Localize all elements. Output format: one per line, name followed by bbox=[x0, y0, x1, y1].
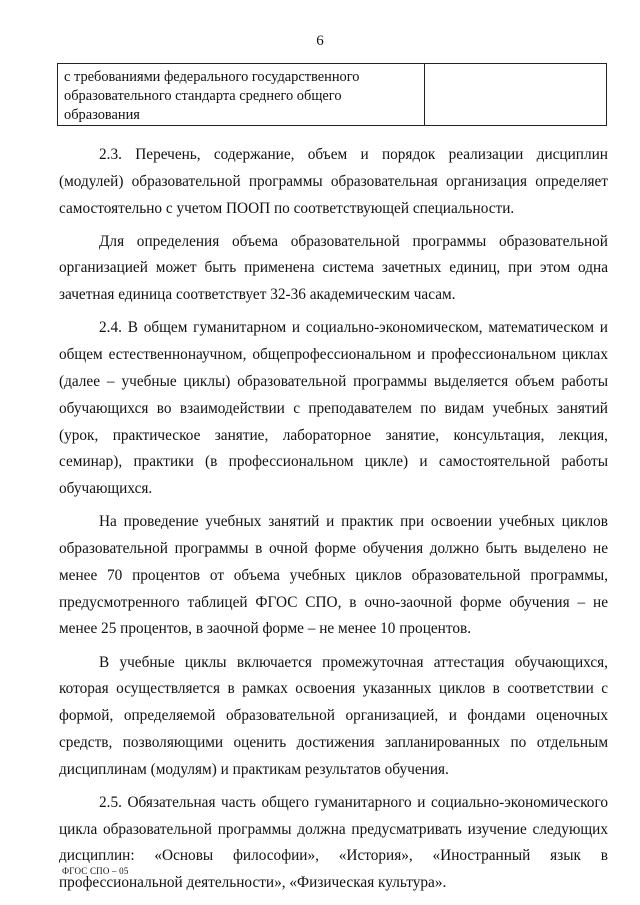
paragraph-2-5: 2.5. Обязательная часть общего гуманитарного и социально-экономического цикла образовательной программы должна предусматривать изучение следующих дисциплин: «Основы философии», «История», «Иностранный язык в профессиональной деятельности», «Физическая культура». bbox=[59, 793, 608, 892]
page-number: 6 bbox=[316, 33, 324, 49]
footer-code: ФГОС СПО – 05 bbox=[62, 866, 129, 876]
paragraph-2-4: 2.4. В общем гуманитарном и социально-экономическом, математическом и общем естественнонаучном, общепрофессиональном и профессиональном циклах (далее – учебные циклы) образовательной программы выделяется объем работы обучающихся во взаимодействии с преподавателем по видам учебных занятий (урок, практическое занятие, лабораторное занятие, консультация, лекция, семинар), практики (в профессиональном цикле) и самостоятельной работы обучающихся. bbox=[59, 319, 608, 498]
paragraph-2-3: 2.3. Перечень, содержание, объем и порядок реализации дисциплин (модулей) образовательной программы образовательная организация определяет самостоятельно с учетом ПООП по соответствующей специальности. bbox=[59, 146, 608, 217]
table-cell-requirements: с требованиями федерального государственного образовательного стандарта среднего общего образования bbox=[58, 64, 425, 126]
table-row bbox=[58, 64, 607, 126]
requirements-table bbox=[57, 63, 607, 126]
paragraph-contact-hours: На проведение учебных занятий и практик при освоении учебных циклов образовательной программы в очной форме обучения должно быть выделено не менее 70 процентов от объема учебных циклов образовательной программы, предусмотренного таблицей ФГОС СПО, в очно-заочной форме обучения – не менее 25 процентов, в заочной форме – не менее 10 процентов. bbox=[59, 513, 608, 638]
paragraph-credit-units: Для определения объема образовательной программы образовательной организацией может быть применена система зачетных единиц, при этом одна зачетная единица соответствует 32-36 академическим часам. bbox=[59, 232, 608, 304]
paragraph-interim-assessment: В учебные циклы включается промежуточная аттестация обучающихся, которая осуществляется в рамках освоения указанных циклов в соответствии с формой, определяемой образовательной организацией, и фондами оценочных средств, позволяющими оценить достижения запланированных по отдельным дисциплинам (модулям) и практикам результатов обучения. bbox=[59, 653, 608, 778]
document-body bbox=[59, 142, 608, 903]
table-cell-empty bbox=[425, 64, 607, 126]
